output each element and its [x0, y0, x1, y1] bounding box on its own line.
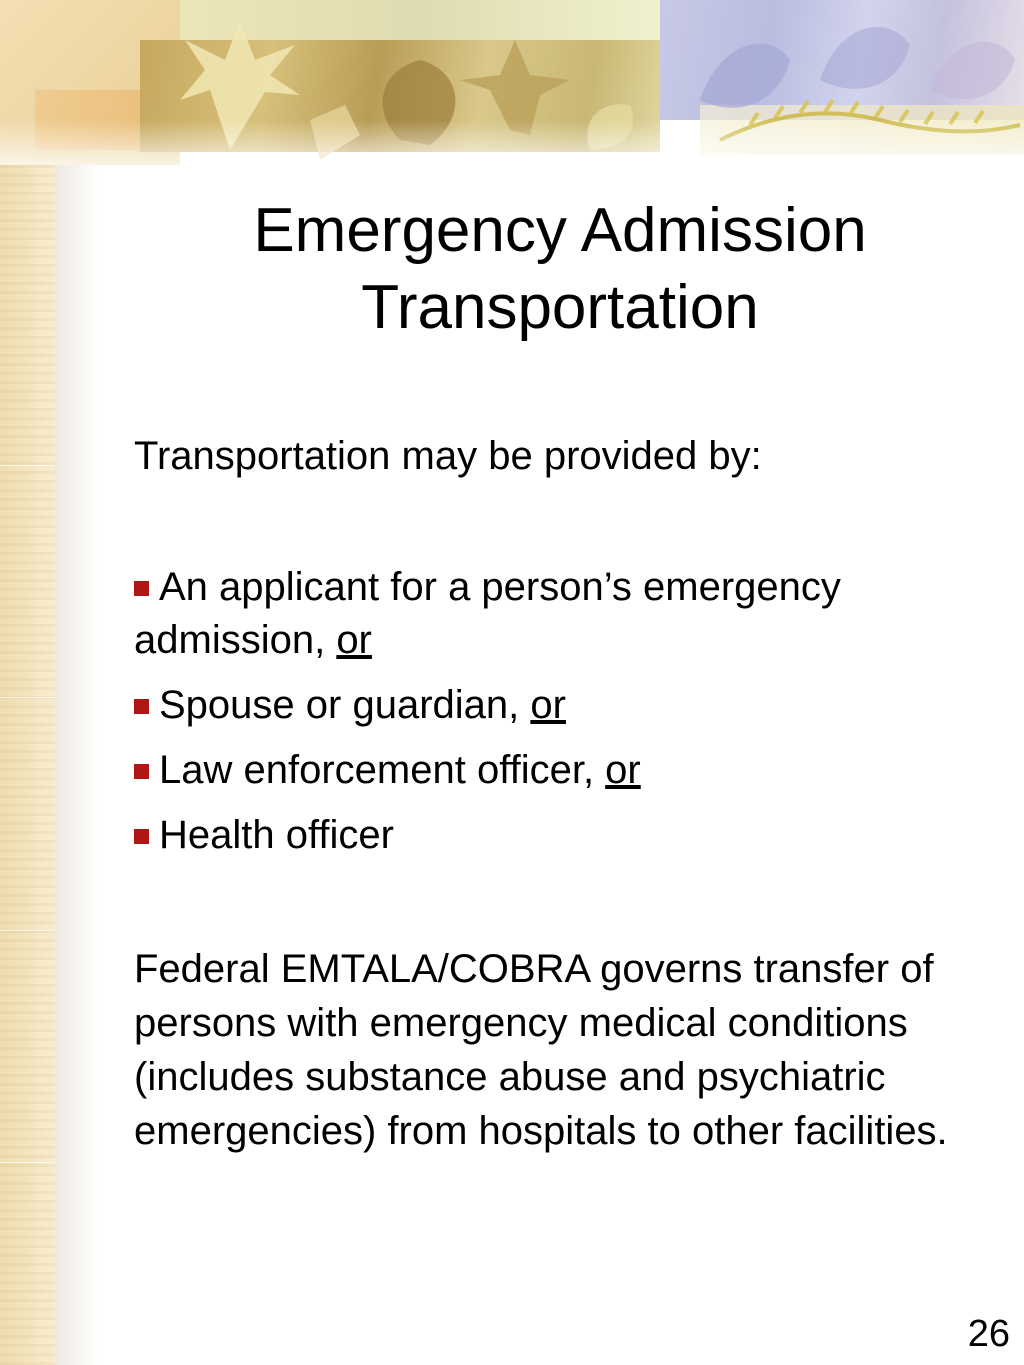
strip-divider	[0, 697, 55, 698]
square-bullet-icon	[134, 829, 149, 844]
title-line-2: Transportation	[361, 273, 759, 342]
title-line-1: Emergency Admission	[253, 196, 867, 265]
strip-shadow	[55, 0, 100, 1365]
square-bullet-icon	[134, 581, 149, 596]
bullet-connector: or	[336, 618, 372, 662]
list-item	[134, 561, 984, 667]
bullet-connector: or	[530, 683, 566, 727]
strip-divider	[0, 465, 55, 466]
bullet-text: Health officer	[159, 813, 394, 857]
page-number: 26	[967, 1313, 1010, 1355]
bullet-connector: or	[605, 748, 641, 792]
emtala-paragraph: Federal EMTALA/COBRA governs transfer of persons with emergency medical conditions (includes substance abuse and psychiatric emergencies) from hospitals to other facilities.	[134, 947, 948, 1153]
list-item	[134, 809, 984, 862]
intro-text: Transportation may be provided by:	[134, 434, 762, 478]
slide-title	[100, 192, 1020, 346]
banner-fade	[0, 120, 1024, 165]
leaf-collage-banner	[0, 0, 1024, 165]
strip-divider	[0, 1162, 55, 1163]
bullet-text: An applicant for a person’s emergency admission,	[134, 565, 841, 662]
list-item	[134, 744, 984, 797]
bullet-list	[134, 561, 984, 874]
bullet-text: Law enforcement officer,	[159, 748, 606, 792]
square-bullet-icon	[134, 699, 149, 714]
left-parchment-strip	[0, 0, 55, 1365]
bullet-text: Spouse or guardian,	[159, 683, 531, 727]
list-item	[134, 679, 984, 732]
square-bullet-icon	[134, 764, 149, 779]
strip-divider	[0, 930, 55, 931]
